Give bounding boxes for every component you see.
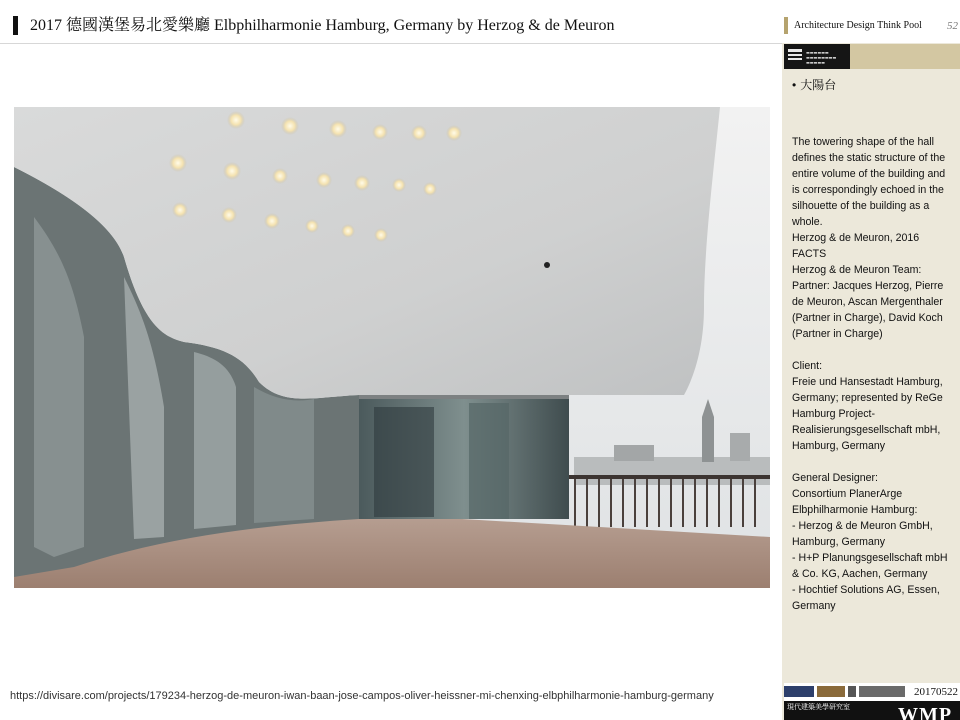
project-notes xyxy=(792,134,955,614)
footer-band xyxy=(784,701,960,720)
brand-label: Architecture Design Think Pool xyxy=(794,20,922,31)
source-url[interactable]: https://divisare.com/projects/179234-herzog-de-meuron-iwan-baan-jose-campos-oliver-heissner-mi-chenxing-elbphilharmonie-hamburg-germany xyxy=(10,690,714,702)
sidebar-accent-bar xyxy=(784,17,788,34)
wmp-logo: WMP xyxy=(898,704,953,720)
page-number: 52 xyxy=(947,20,958,32)
stiftung-logo: ▬▬▬▬▬▬ ▬▬▬▬▬▬▬▬ ▬▬▬▬▬ xyxy=(784,44,850,69)
notes-paragraph-designer: General Designer: Consortium PlanerArge Elbphilharmonie Hamburg: - Herzog & de Meuron GmbH, Hamburg, Germany - H+P Planungsgesellschaft mbH & Co. KG, Aachen, Germany - Hochtief Solutions AG, Essen, Germany xyxy=(792,472,948,612)
section-bullet xyxy=(792,76,952,94)
notes-paragraph-description: The towering shape of the hall defines the static structure of the entire volume of the building and is correspondingly echoed in the silhouette of the building as a whole. Herzog & de Meuron, 2016 FACTS Herzog & de Meuron Team: Partner: Jacques Herzog, Pierre de Meuron, Ascan Mergenthaler (Partner in Charge), David Koch (Partner in Charge) xyxy=(792,136,946,340)
header-divider xyxy=(0,43,782,44)
section-bullet-text: 大陽台 xyxy=(800,78,837,92)
sidebar-tan-strip xyxy=(850,44,960,69)
title-accent-bar xyxy=(13,16,18,35)
partner-logos xyxy=(784,686,906,697)
slide-title: 2017 德國漢堡易北愛樂廳 Elbphilharmonie Hamburg, Germany by Herzog & de Meuron xyxy=(30,17,615,34)
footer-date-row xyxy=(784,683,960,701)
research-lab-label: 現代建築美學研究室 xyxy=(787,704,850,711)
notes-paragraph-client: Client: Freie und Hansestadt Hamburg, Germany; represented by ReGe Hamburg Project-Realisierungsgesellschaft mbH, Hamburg, Germany xyxy=(792,360,943,452)
slide-date: 20170522 xyxy=(914,686,958,698)
elbphilharmonie-plaza-photo xyxy=(14,107,770,588)
bullet-dot-icon: • xyxy=(792,78,797,92)
